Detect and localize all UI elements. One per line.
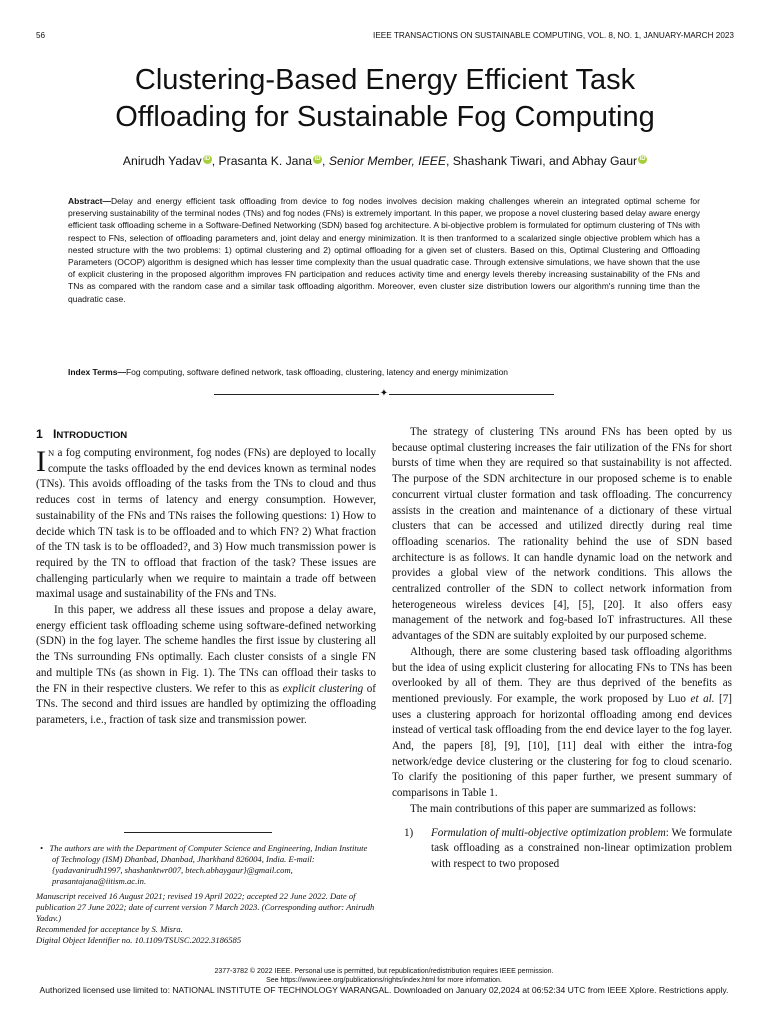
separator-diamond-icon: ✦ [379, 388, 389, 399]
right-column [392, 425, 732, 873]
section-title-rest: NTRODUCTION [56, 430, 128, 441]
abstract-label: Abstract— [68, 196, 111, 206]
orcid-icon[interactable]: iD [204, 155, 211, 162]
journal-header: IEEE TRANSACTIONS ON SUSTAINABLE COMPUTING, VOL. 8, NO. 1, JANUARY-MARCH 2023 [373, 31, 734, 40]
drop-cap: I [36, 445, 46, 478]
footnote-manuscript: Manuscript received 16 August 2021; revised 19 April 2022; accepted 22 June 2022. Date of publication 27 June 2022; date of current version 7 March 2023. (Corresponding author: Anirudh Yadav.) [36, 891, 375, 923]
right-paragraph-3: The main contributions of this paper are summarized as follows: [410, 802, 697, 815]
contribution-list-item [392, 826, 732, 873]
right-p2-emphasis: et al. [690, 692, 715, 705]
list-item-emphasis: Formulation of multi-objective optimization problem [431, 826, 666, 839]
copyright-line: 2377-3782 © 2022 IEEE. Personal use is permitted, but republication/redistribution requires IEEE permission. [214, 968, 554, 975]
author-jana: , Prasanta K. Jana [211, 154, 313, 168]
right-paragraph-1: The strategy of clustering TNs around FNs has been opted by us because optimal clustering increases the fair utilization of the FNs for short bursts of time when they are required so that sustainability is not affected. The purpose of the SDN architecture in our proposed scheme is to enable concurrent virtual cluster formation and task offloading. The concurrency assists in the creation and maintenance of a dictionary of these virtual clusters that can be accessed and utilized directly during real time offloading scenarios. The rationality behind the use of SDN based architecture is as follows. It can handle dynamic load on the network and provides a global view of the network conditions. This allows the centralized controller of the SDN to collect network information from heterogeneous wireless devices [4], [5], [20]. It also offers easy management of the network and fog-based IoT infrastructures. All these advantages of the SDN are suitably exploited by our purposed scheme. [392, 426, 732, 643]
rights-link[interactable]: See https://www.ieee.org/publications/rights/index.html for more information. [266, 977, 502, 984]
footnote-bullet: • [40, 843, 44, 853]
list-item-text: : We formulate task offloading as a constrained non-linear optimization problem with respect to two proposed [431, 826, 732, 870]
author-separator: , [322, 154, 329, 168]
footnote-doi: Digital Object Identifier no. 10.1109/TSUSC.2022.3186585 [36, 935, 242, 945]
author-list [40, 154, 730, 168]
license-notice: Authorized licensed use limited to: NATIONAL INSTITUTE OF TECHNOLOGY WARANGAL. Downloaded on January 02,2024 at 06:52:34 UTC from IEEE Xplore. Restrictions apply. [39, 985, 729, 995]
intro-p2-text-b: of TNs. The second and third issues are handled by optimizing the offloading parameters, i.e., fraction of task size and transmission power. [36, 682, 376, 726]
intro-p2-text-a: In this paper, we address all these issues and propose a delay aware, energy efficient task offloading scheme using software-defined networking (SDN) in the fog layer. The scheme handles the first issue by clustering all the TNs surrounding FNs optimally. Each cluster consists of a single FN and multiple TNs (as shown in Fig. 1). The TNs can offload their tasks to the FN in their respective clusters. We refer to this as [36, 604, 376, 695]
abstract-text: Delay and energy efficient task offloading from device to fog nodes involves decision making challenges wherein an integrated optimal scheme for preserving sustainability of the terminal nodes (TNs) and fog nodes (FNs) is extremely important. In this paper, we propose a novel clustering based delay aware energy efficient task offloading scheme in a Software-Defined Networking (SDN) based fog architecture. A bi-objective problem is formulated for optimum clustering of TNs with respect to FNs, selection of offloading parameters and, joint delay and energy minimization. It is then tranformed to a scalarized single objective problem which has a nested structure with the two problems: 1) optimal clustering and 2) optimal offloading for a given set of clusters. Based on this, Optimal Clustering and Offloading Parameters (OCOP) algorithm is designed which has lesser time complexity than the usual quadratic case. Through extensive simulations, we have shown that the use of explicit clustering in the proposed algorithm improves FN participation and reduces activity time and energy levels thereby increasing sustainability of the FNs and TNs as compared with the random case and a similar task offloading algorithm. Moreover, even cluster size distribution lowers our algorithm's running time than the quadratic case. [68, 196, 700, 304]
index-terms-text: Fog computing, software defined network, task offloading, clustering, latency and energy minimization [125, 367, 509, 377]
orcid-icon[interactable]: iD [314, 155, 321, 162]
intro-paragraph-2 [36, 603, 376, 729]
footnote-affiliation-text: The authors are with the Department of Computer Science and Engineering, Indian Institute of Technology (ISM) Dhanbad, Dhanbad, Jharkhand 826004, India. E-mail: {yadavanirudh1997, shashanktwr007, btech.abhaygaur}@gmail.com, prasantajana@iitism.ac.in. [49, 843, 368, 886]
section-number: 1 [36, 427, 43, 441]
footnotes [36, 843, 376, 946]
right-paragraph-2 [392, 645, 732, 802]
footnote-rule [124, 832, 272, 833]
index-terms-label: Index Terms— [68, 367, 126, 377]
index-terms [68, 366, 700, 378]
paper-title [40, 62, 730, 136]
abstract [68, 195, 700, 305]
section-title-first: I [52, 427, 57, 441]
left-column [36, 425, 376, 729]
right-p2-text-a: Although, there are some clustering based task offloading algorithms but the idea of using explicit clustering for allocating FNs to TNs has been overlooked by all of them. They are thus deprived of the benefits as mentioned previously. For example, the work proposed by Luo [392, 645, 732, 705]
title-line-2: Offloading for Sustainable Fog Computing [115, 101, 655, 133]
right-p2-text-b: [7] uses a clustering approach for horizontal offloading among end devices instead of vertical task offloading from the end device layer to the fog layer. And, the papers [8], [9], [10], [11] deal with either the intra-fog network/edge device clustering or the clustering for fog to cloud scenario. To clarify the positioning of this paper further, we present summary of comparisons in Table 1. [392, 692, 732, 800]
intro-p2-emphasis: explicit clustering [282, 682, 364, 695]
page-number: 56 [36, 31, 46, 40]
section-heading-introduction [36, 425, 376, 445]
author-membership: Senior Member, IEEE [328, 154, 446, 168]
title-line-1: Clustering-Based Energy Efficient Task [134, 64, 636, 96]
intro-p1-text: a fog computing environment, fog nodes (FNs) are deployed to locally compute the tasks offloaded by the end devices known as terminal nodes (TNs). This avoids offloading of the tasks from the TNs to cloud and thus reduces cost in terms of latency and energy consumption. However, sustainability of the FNs and TNs raises the following questions: 1) How to decide which TN task is to be offloaded and to which FN? 2) What fraction of the TN task is to be offloaded?, and 3) How much transmission power is required by the TN to offload that fraction of the task? These issues are challenging particularly when we require to maintain a trade off between maximal usage and sustainability of the FNs and TNs. [36, 447, 376, 601]
intro-smallcaps: N [48, 448, 55, 458]
list-number: 1) [404, 826, 414, 839]
author-rest: , Shashank Tiwari, and Abhay Gaur [446, 154, 638, 168]
footnote-recommended: Recommended for acceptance by S. Misra. [36, 924, 183, 934]
intro-paragraph-1 [36, 446, 376, 603]
author-yadav: Anirudh Yadav [122, 154, 202, 168]
copyright-notice [0, 967, 768, 985]
footnote-affiliation [36, 843, 376, 887]
orcid-icon[interactable]: iD [639, 155, 646, 162]
